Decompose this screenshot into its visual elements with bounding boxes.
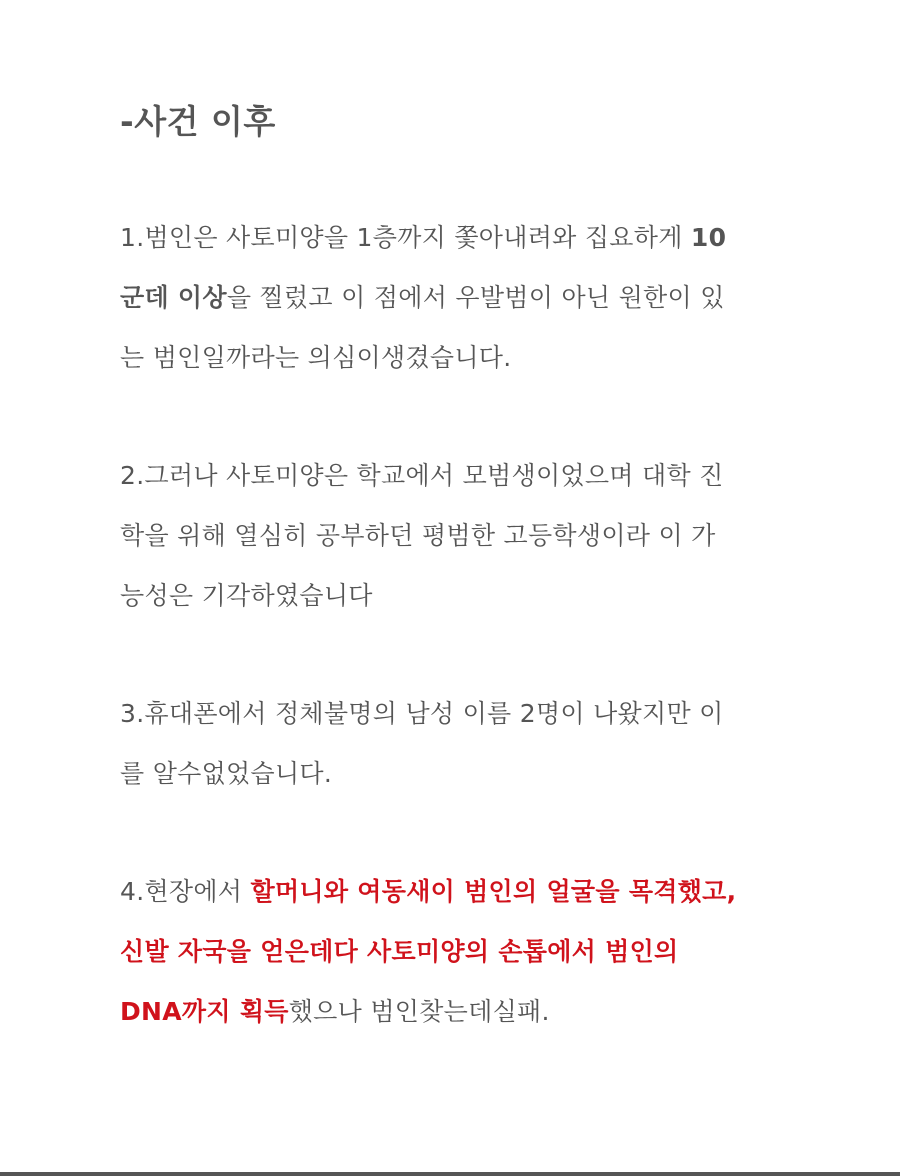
highlight-text: 할머니와 여동새이 범인의 얼굴을 목격했고, bbox=[250, 877, 737, 906]
text-span: 했으나 범인찾는데실패. bbox=[288, 997, 550, 1026]
bottom-divider bbox=[0, 1172, 900, 1176]
paragraph-2-line-1: 2.그러나 사토미양은 학교에서 모범생이었으며 대학 진 bbox=[120, 461, 724, 490]
paragraph-1-line-2 bbox=[120, 268, 800, 328]
paragraph-4 bbox=[120, 862, 800, 1042]
bold-text: 10 bbox=[690, 223, 727, 252]
paragraph-1-line-3: 는 범인일까라는 의심이생겼습니다. bbox=[120, 343, 512, 372]
text-span: 1.범인은 사토미양을 1층까지 쫓아내려와 집요하게 bbox=[120, 223, 691, 252]
text-span: 을 찔렀고 이 점에서 우발범이 아닌 원한이 있 bbox=[226, 283, 725, 312]
paragraph-1-line-1 bbox=[120, 208, 800, 268]
bold-text: 군데 이상 bbox=[120, 283, 227, 312]
section-heading: -사건 이후 bbox=[120, 102, 276, 141]
paragraph-4-line-2: 신발 자국을 얻은데다 사토미양의 손톱에서 범인의 bbox=[120, 937, 679, 966]
paragraph-3-line-2: 를 알수없었습니다. bbox=[120, 759, 333, 788]
highlight-text: DNA까지 획득 bbox=[120, 997, 289, 1026]
paragraph-2-line-3: 능성은 기각하였습니다 bbox=[120, 581, 373, 610]
article-body bbox=[120, 92, 800, 1100]
text-span: 4.현장에서 bbox=[120, 877, 251, 906]
paragraph-2 bbox=[120, 446, 800, 626]
paragraph-4-line-3 bbox=[120, 982, 800, 1042]
paragraph-3-line-1: 3.휴대폰에서 정체불명의 남성 이름 2명이 나왔지만 이 bbox=[120, 699, 724, 728]
paragraph-4-line-1 bbox=[120, 862, 800, 922]
paragraph-2-line-2: 학을 위해 열심히 공부하던 평범한 고등학생이라 이 가 bbox=[120, 521, 716, 550]
paragraph-1 bbox=[120, 208, 800, 388]
paragraph-3 bbox=[120, 684, 800, 804]
